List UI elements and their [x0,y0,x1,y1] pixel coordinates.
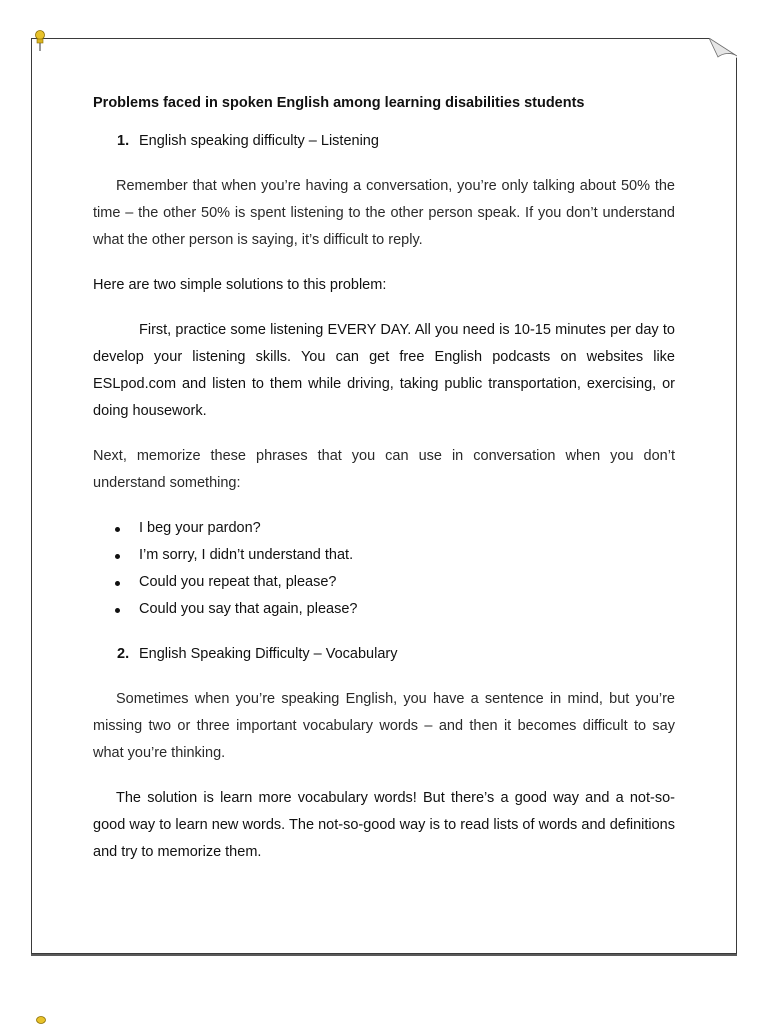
section-number: 1. [117,133,130,149]
pushpin-icon [34,1013,48,1024]
paragraph: Here are two simple solutions to this problem: [93,277,387,293]
section-title: English Speaking Difficulty – Vocabulary [139,646,398,662]
phrase-list [93,515,675,623]
pushpin-icon [33,30,47,52]
bullet-icon [115,554,120,559]
section-number: 2. [117,646,130,662]
list-item-text: I’m sorry, I didn’t understand that. [139,547,354,563]
document-content [93,90,675,884]
paragraph: Remember that when you’re having a conversation, you’re only talking about 50% the time – the other 50% is spent listening to the other person speak. If you don’t understand what the other person is saying, it’s difficult to reply. [93,178,675,248]
list-item-text: Could you say that again, please? [139,601,358,617]
list-item-text: Could you repeat that, please? [139,574,337,590]
bullet-icon [115,581,120,586]
paragraph: Sometimes when you’re speaking English, you have a sentence in mind, but you’re missing two or three important vocabulary words – and then it becomes difficult to say what you’re thinking. [93,691,675,761]
section-heading-listening [93,128,675,155]
list-item [115,569,675,596]
document-heading: Problems faced in spoken English among learning disabilities students [93,95,585,111]
bullet-icon [115,608,120,613]
list-item [115,515,675,542]
paragraph: The solution is learn more vocabulary words! But there’s a good way and a not-so-good way to learn new words. The not-so-good way is to read lists of words and definitions and try to memorize them. [93,790,675,860]
list-item [115,596,675,623]
section-title: English speaking difficulty – Listening [139,133,379,149]
list-item-text: I beg your pardon? [139,520,261,536]
paragraph: Next, memorize these phrases that you can use in conversation when you don’t understand something: [93,448,675,491]
list-item [115,542,675,569]
page-shadow [31,954,737,956]
bullet-icon [115,527,120,532]
paragraph: First, practice some listening EVERY DAY. All you need is 10-15 minutes per day to develop your listening skills. You can get free English podcasts on websites like ESLpod.com and listen to them while driving, taking public transportation, exercising, or doing housework. [93,322,675,419]
page-curl-icon [709,38,737,58]
section-heading-vocabulary [93,641,675,668]
